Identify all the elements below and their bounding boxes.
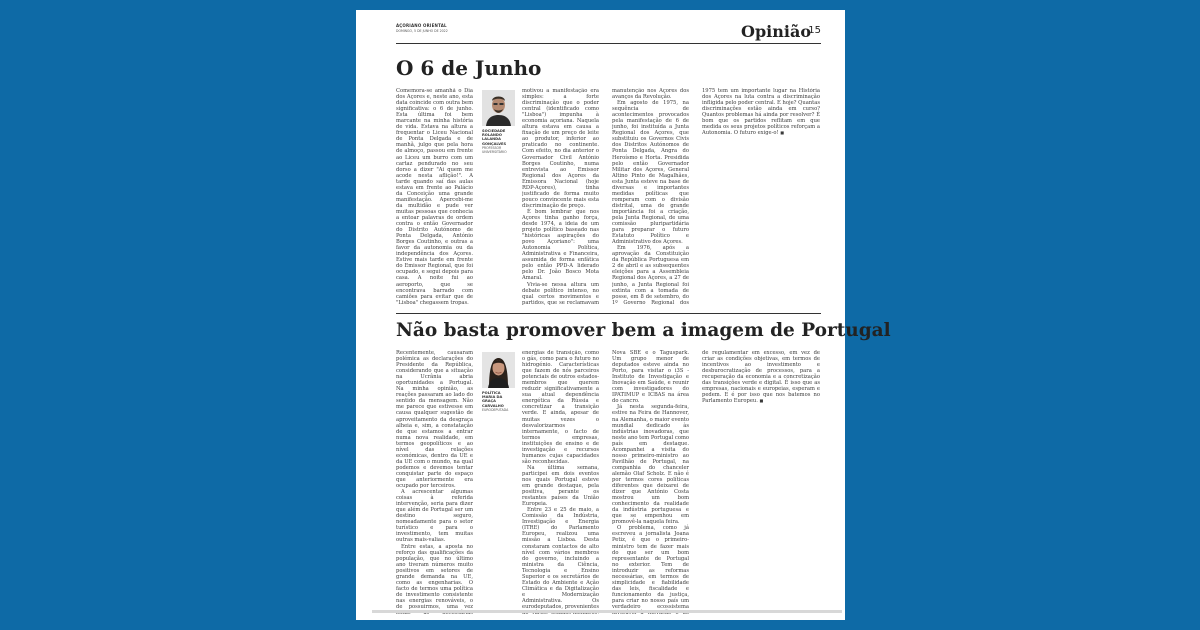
- paragraph: Na última semana, participei em dois eventos nos quais Portugal esteve em grande destaque, pela positiva, perante os restantes países da União Europeia.: [522, 464, 599, 508]
- author-role: EURODEPUTADA: [482, 408, 509, 413]
- paragraph-text: 1975 tem um importante lugar na História dos Açores na luta contra a discriminação infligida pelo poder central. E hoje? Quantas discriminações estão ainda em curso? Quantos problemas há ainda por resolver? É bom que os partidos reflitam em que medida os seus projetos políticos reforçam a Autonomia. O futuro exige-o!: [702, 88, 820, 137]
- author-portrait-icon: [482, 90, 515, 126]
- end-mark: ■: [780, 130, 785, 136]
- article-category: SOCIEDADE: [482, 129, 506, 133]
- author-photo-2: [482, 352, 515, 388]
- end-mark: ■: [759, 398, 764, 404]
- paragraph: [702, 350, 820, 404]
- paragraph: Entre 23 e 25 de maio, a Comissão da Indústria, Investigação e Energia (ITRE) do Parlamento Europeu, realizou uma missão a Lisboa. Desta constaram contactos de alto nível com vários membros do governo, incluindo a ministra da Ciência, Tecnologia e Ensino Superior e os secretários de Estado do Ambiente e Ação Climática e da Digitalização e Modernização Administrativa. Os eurodeputados, provenientes: [522, 507, 599, 610]
- author-name: ROLANDO LALANDA GONÇALVES: [482, 133, 507, 146]
- paragraph: Já nesta segunda-feira, estive na Feira de Hannover, na Alemanha, o maior evento mundial dedicado às indústrias inovadoras, que neste ano tem Portugal como país em destaque. Acompanhei a visita do nosso primeiro-ministro ao Pavilhão de Portugal, na companhia do chanceler alemão Olaf Scholz. E não é por termos cores políticas diferentes que deixarei de dizer que António Costa mostrou um bom conhecimento da realidade da indústria portuguesa e que se empenhou em promovê-la naquela feira.: [612, 404, 689, 526]
- article-1-column-1: [396, 88, 473, 306]
- article-2-column-1: [396, 350, 473, 614]
- article-2-column-2: [522, 350, 599, 614]
- paragraph: motivou a manifestação era simples: a forte discriminação que o poder central (identificado como "Lisboa") impunha à economia açoriana. Naquela altura estava em causa a fixação de um preço de leite ao produtor, inferior ao praticado no continente. Com efeito, no dia anterior o Governador Civil António Borges Coutinho, numa entrevista ao Emissor Regional dos Açores da Emissora Nacional (hoje RDP-Açores), tinha justificado de forma muito pouco convincente mais esta discriminação de preço.: [522, 88, 599, 209]
- paragraph: [702, 88, 820, 136]
- author-byline-1: [482, 127, 516, 154]
- paragraph: Recentemente, causaram polémica as declarações do Presidente da República, considerando que a situação na Ucrânia abria oportunidades a Portugal. Na minha opinião, as reações passaram ao lado do sentido da mensagem. Não me parece que estivesse em causa qualquer sugestão de aproveitamento da desgraça alheia e, sim, a constatação de que estamos a entrar numa nova realidade, em termos geopolíticos e ao nível das relações económicas, dentro da UE e da UE com o mundo, na qual podemos e devemos tentar conquistar parte do espaço que anteriormente era ocupado por terceiros.: [396, 350, 473, 490]
- newspaper-name: AÇORIANO ORIENTAL: [396, 23, 447, 28]
- header-rule: [396, 43, 821, 44]
- article-divider: [396, 313, 821, 314]
- paragraph-text: de regulamentar em excesso, em vez de criar as condições objetivas, em termos de incentivos ao investimento e desburocratização de processos, para a recuperação da economia e a concretização das transições verde e digital. É isso que as empresas, nacionais e europeias, esperam e pedem. E é por isso que nos batemos no Parlamento Europeu.: [702, 350, 820, 405]
- author-byline-2: [482, 389, 516, 412]
- paragraph: Vivia-se nessa altura um debate político intenso, no qual certos movimentos e partidos, que se reclamavam: [522, 281, 599, 306]
- paragraph: Entre estas, a aposta no reforço das qualificações da população, que no último ano tiveram números muito positivos em setores de grande demanda na UE, como as engenharias. O facto de termos uma política de investimento consistente nas energias renováveis, o de possuirmos, uma vez: [396, 543, 473, 610]
- author-role: PROFESSOR UNIVERSITÁRIO: [482, 146, 507, 155]
- article-category: POLÍTICA: [482, 391, 501, 395]
- newspaper-page: [356, 10, 891, 620]
- paragraph: O problema, como já escreveu a jornalista Joana Petiz, é que o primeiro-ministro tem de fazer mais do que ser um bom representante de Portugal no exterior. Tem de introduzir as reformas necessárias, em termos de simplicidade e fiabilidade das leis, fiscalidade e funcionamento da justiça, para criar no nosso país um verdadeiro ecossistema: [612, 525, 689, 610]
- page-shadow: [372, 610, 842, 613]
- article-2-headline: Não basta promover bem a imagem de Portugal: [396, 320, 891, 341]
- paragraph: Nova SBE e o Taguspark. Um grupo menor de deputados esteve ainda no Porto, para visitar o i3S - Instituto de Investigação e Inovação em Saúde, e reunir com investigadores do IPATIMUP e ICBAS na área do cancro.: [612, 350, 689, 405]
- paragraph: A acrescentar algumas coisas à referida intervenção, seria para dizer que além de Portugal ser um destino seguro, nomeadamente para o setor turístico e para o investimento, tem muitas outras mais-valias.: [396, 489, 473, 544]
- page-number: 15: [808, 25, 821, 36]
- author-photo-1: [482, 90, 515, 126]
- article-2-column-3: [612, 350, 689, 614]
- article-2-column-4: [702, 350, 820, 614]
- issue-date: DOMINGO, 5 DE JUNHO DE 2022: [396, 29, 448, 33]
- paragraph: Em agosto de 1975, na sequência de acontecimentos provocados pela manifestação de 6 de junho, foi instituída a Junta Regional dos Açores, que substituiu os Governos Civis dos Distritos Autónomos de Ponta Delgada, Angra do Heroísmo e Horta. Presidida pelo então Governador Militar dos Açores, General Altino Pinto de Magalhães, esta Junta esteve na base de diversas e importantes medidas políticas que romperam com o divisão distrital, uma de grande importância foi a criação, pela Junta Regional, de uma comissão pluripartidária para preparar o futuro Estatuto Político e Administrativo dos Açores.: [612, 100, 689, 246]
- paragraph: energias de transição, como o gás, como para o futuro no hidrogénio. Características que fazem de nós parceiros potenciais de outros estados-membros que querem reduzir significativamente a sua atual dependência energética da Rússia e concretizar a transição verde. E ainda, apesar de muitas vezes o desvalorizarmos internamente, o facto de termos empresas, instituições de ensino e de investigação e recursos humanos cujas capacidades são reconhecidas.: [522, 350, 599, 465]
- paragraph: É bom lembrar que nos Açores tinha ganho força, desde 1974, a ideia de um projeto político baseado nas "históricas aspirações do povo Açoriano": uma Autonomia Política, Administrativa e Financeira, assumida de forma enfática pelo então PPD-A liderado pelo Dr. João Bosco Mota Amaral.: [522, 208, 599, 282]
- author-portrait-icon: [482, 352, 515, 388]
- paragraph: Comemora-se amanhã o Dia dos Açores e, neste ano, esta data coincide com outra bem significativa: o 6 de junho. Esta última foi bem marcante na minha história de vida. Estava na altura a frequentar o Liceu Nacional de Ponta Delgada e de manhã, julgo que pela hora de almoço, passou em frente ao Liceu um burro com um cartaz pendurado no seu dorso a dizer "Ai quem me acode nesta aflição!". A tarde quando saí das aulas estava em frente ao Palácio da Conceição uma grande manifestação. Apercebi-me da multidão e pude ver muitas pessoas que conhecia a entoar palavras de ordem contra o então Governador do Distrito Autónomo de Ponta Delgada, António Borges Coutinho, e outras a favor da autonomia ou da independência dos Açores. Estive mais tarde em frente do Emissor Regional, que foi ocupado, e segui depois para casa. A noite fui ao aeroporto, que se encontrava barrado com camiões para evitar que de "Lisboa" chegassem tropas.: [396, 88, 473, 306]
- article-1-column-4: [702, 88, 820, 306]
- author-name: MARIA DA GRAÇA CARVALHO: [482, 395, 504, 408]
- article-1-column-3: [612, 88, 689, 306]
- paragraph: manutenção nos Açores dos avanços da Revolução.: [612, 88, 689, 101]
- paragraph: Em 1976, após a aprovação da Constituição da República Portuguesa em 2 de abril e as subsequentes eleições para a Assembleia Regional dos Açores, a 27 de junho, a Junta Regional foi extinta com a tomada de posse, em 8 de setembro, do 1º Governo Regional dos: [612, 245, 689, 306]
- article-1-headline: O 6 de Junho: [396, 56, 542, 80]
- article-1-column-2: [522, 88, 599, 306]
- section-title: Opinião: [741, 22, 811, 41]
